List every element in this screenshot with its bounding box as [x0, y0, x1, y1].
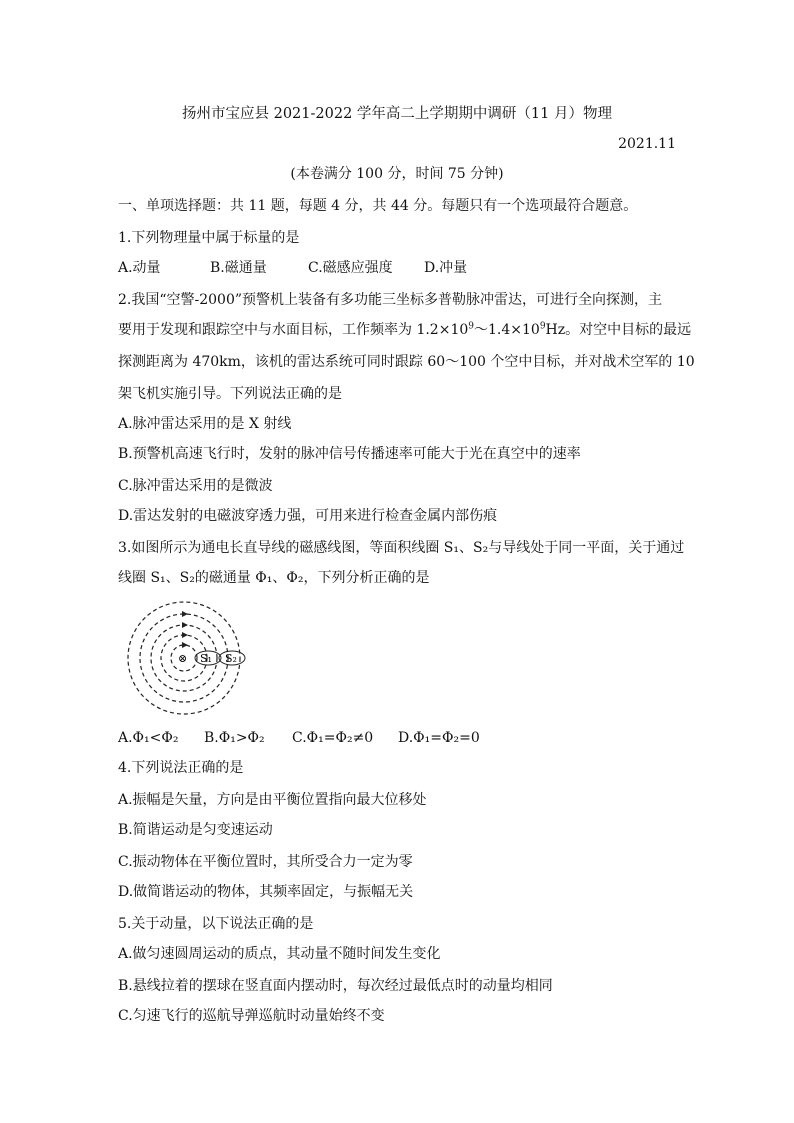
q2-line2-pre: 要用于发现和跟踪空中与水面目标，工作频率为 1.2×10 — [118, 322, 469, 338]
section-heading: 一、单项选择题：共 11 题，每题 4 分，共 44 分。每题只有一个选项最符合题意。 — [118, 198, 638, 214]
q2-line2-post: Hz。对空中目标的最远 — [545, 322, 692, 338]
current-into-page-icon: ⊗ — [178, 652, 188, 665]
question-3-line2: 线圈 S₁、S₂的磁通量 Φ₁、Φ₂，下列分析正确的是 — [118, 570, 430, 586]
q3-option-b: B.Φ₁>Φ₂ — [204, 730, 265, 746]
exam-subtitle: (本卷满分 100 分，时间 75 分钟) — [290, 166, 504, 182]
label-s2: S₂ — [225, 652, 237, 665]
q2-exponent-1: 9 — [468, 321, 474, 332]
q4-option-d: D.做简谐运动的物体，其频率固定，与振幅无关 — [118, 884, 414, 900]
q3-option-d: D.Φ₁=Φ₂=0 — [398, 730, 480, 746]
field-arrow-1 — [182, 642, 188, 648]
question-2-line1: 2.我国“空警-2000”预警机上装备有多功能三坐标多普勒脉冲雷达，可进行全向探测，主 — [118, 292, 663, 308]
exam-date: 2021.11 — [618, 136, 676, 152]
q3-option-c: C.Φ₁=Φ₂≠0 — [292, 730, 374, 746]
label-s1: S₁ — [200, 652, 212, 665]
field-arrow-3 — [182, 622, 188, 628]
q3-option-a: A.Φ₁<Φ₂ — [118, 730, 179, 746]
q1-option-c: C.磁感应强度 — [308, 260, 393, 276]
question-2-line3: 探测距离为 470km，该机的雷达系统可同时跟踪 60～100 个空中目标，并对战术空军的 10 — [118, 354, 695, 370]
question-4-stem: 4.下列说法正确的是 — [118, 760, 244, 776]
q1-option-d: D.冲量 — [424, 260, 468, 276]
q2-option-d: D.雷达发射的电磁波穿透力强，可用来进行检查金属内部伤痕 — [118, 508, 498, 524]
question-3-line1: 3.如图所示为通电长直导线的磁感线图，等面积线圈 S₁、S₂与导线处于同一平面，关于通过 — [118, 540, 685, 556]
question-2-line4: 架飞机实施引导。下列说法正确的是 — [118, 386, 342, 402]
q2-option-c: C.脉冲雷达采用的是微波 — [118, 478, 273, 494]
q5-option-c: C.匀速飞行的巡航导弹巡航时动量始终不变 — [118, 1008, 385, 1024]
question-2-line2 — [118, 320, 691, 340]
question-5-stem: 5.关于动量，以下说法正确的是 — [118, 916, 314, 932]
magnetic-field-figure — [124, 600, 250, 718]
q2-line2-mid: ～1.4×10 — [474, 322, 540, 338]
q4-option-b: B.简谐运动是匀变速运动 — [118, 822, 273, 838]
page-title: 扬州市宝应县 2021-2022 学年高二上学期期中调研（11 月）物理 — [182, 106, 612, 122]
q2-exponent-2: 9 — [539, 321, 546, 332]
q1-option-b: B.磁通量 — [210, 260, 267, 276]
q2-option-a: A.脉冲雷达采用的是 X 射线 — [118, 416, 292, 432]
q4-option-c: C.振动物体在平衡位置时，其所受合力一定为零 — [118, 854, 413, 870]
field-arrow-2 — [182, 632, 188, 638]
field-arrow-4 — [182, 611, 188, 617]
q4-option-a: A.振幅是矢量，方向是由平衡位置指向最大位移处 — [118, 792, 427, 808]
q2-option-b: B.预警机高速飞行时，发射的脉冲信号传播速率可能大于光在真空中的速率 — [118, 446, 581, 462]
q5-option-b: B.悬线拉着的摆球在竖直面内摆动时，每次经过最低点时的动量均相同 — [118, 978, 553, 994]
q1-option-a: A.动量 — [118, 260, 161, 276]
question-1-stem: 1.下列物理量中属于标量的是 — [118, 230, 300, 246]
q5-option-a: A.做匀速圆周运动的质点，其动量不随时间发生变化 — [118, 946, 441, 962]
